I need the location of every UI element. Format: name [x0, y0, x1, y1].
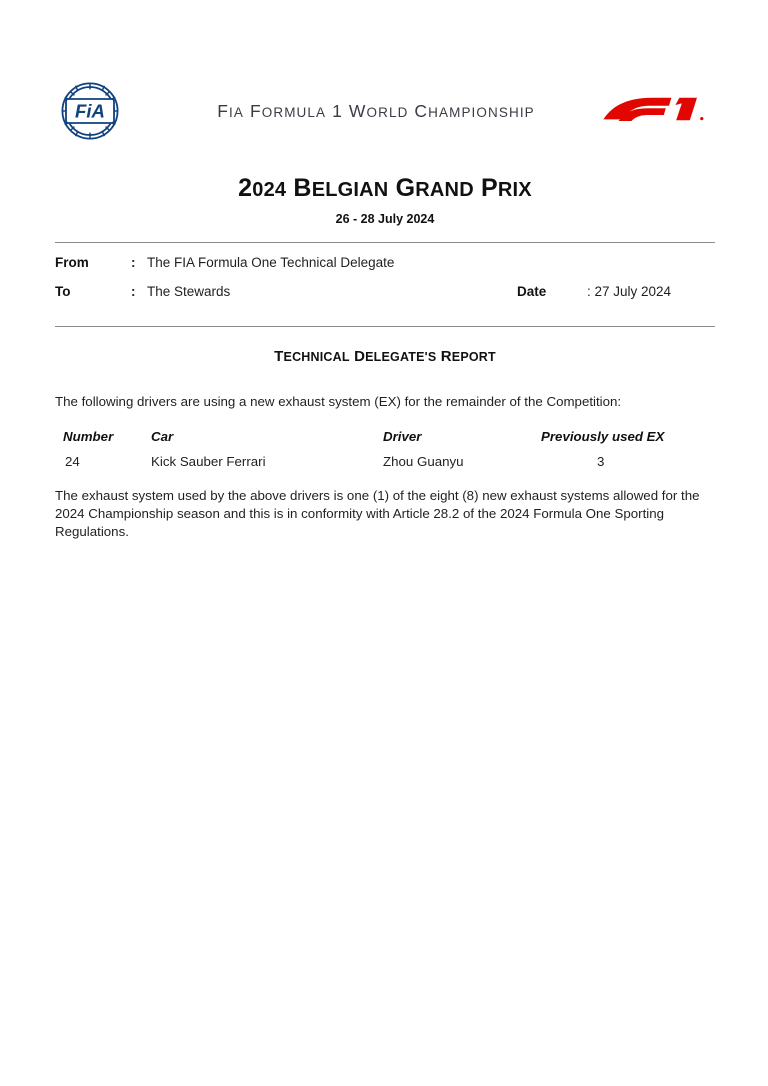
- document-content: [55, 78, 715, 541]
- memo-to-row: [55, 284, 715, 299]
- date-label: Date: [517, 284, 547, 299]
- from-value: The FIA Formula One Technical Delegate: [147, 255, 395, 270]
- from-colon: :: [131, 255, 136, 270]
- report-heading: TECHNICAL DELEGATE'S REPORT: [274, 348, 496, 365]
- column-header-previously-used: Previously used EX: [541, 428, 665, 444]
- cell-number: 24: [65, 453, 80, 469]
- cell-previously-used: 3: [597, 453, 605, 469]
- fia-logo: [57, 81, 123, 141]
- cell-car: Kick Sauber Ferrari: [151, 453, 266, 469]
- cell-driver: Zhou Guanyu: [383, 453, 464, 469]
- date-value: : 27 July 2024: [587, 284, 672, 299]
- report-footnote: The exhaust system used by the above drivers is one (1) of the eight (8) new exhaust systems allowed for the 2024 Championship season and this is in conformity with Article 28.2 of the 2024 Formula One Sporting Regulations.: [55, 487, 700, 539]
- divider-bottom: [55, 326, 715, 327]
- column-header-number: Number: [63, 428, 114, 444]
- column-header-driver: Driver: [383, 428, 422, 444]
- page-title: 2024 BELGIAN GRAND PRIX: [238, 174, 532, 202]
- report-intro: The following drivers are using a new exhaust system (EX) for the remainder of the Competition:: [55, 394, 622, 409]
- championship-title: FIA FORMULA 1 WORLD CHAMPIONSHIP: [217, 100, 535, 121]
- event-dates: 26 - 28 July 2024: [335, 212, 435, 226]
- svg-text:FiA: FiA: [75, 100, 105, 122]
- to-value: The Stewards: [147, 284, 231, 299]
- to-colon: :: [131, 284, 136, 299]
- to-label: To: [55, 284, 71, 299]
- column-header-car: Car: [151, 428, 174, 444]
- f1-logo: [601, 96, 705, 126]
- table-row: [55, 454, 715, 469]
- memo-from-row: [55, 255, 715, 270]
- drivers-table: [55, 429, 715, 469]
- memo-meta: [55, 243, 715, 313]
- document-header: [55, 78, 715, 144]
- from-label: From: [55, 255, 89, 270]
- table-header-row: [55, 429, 715, 454]
